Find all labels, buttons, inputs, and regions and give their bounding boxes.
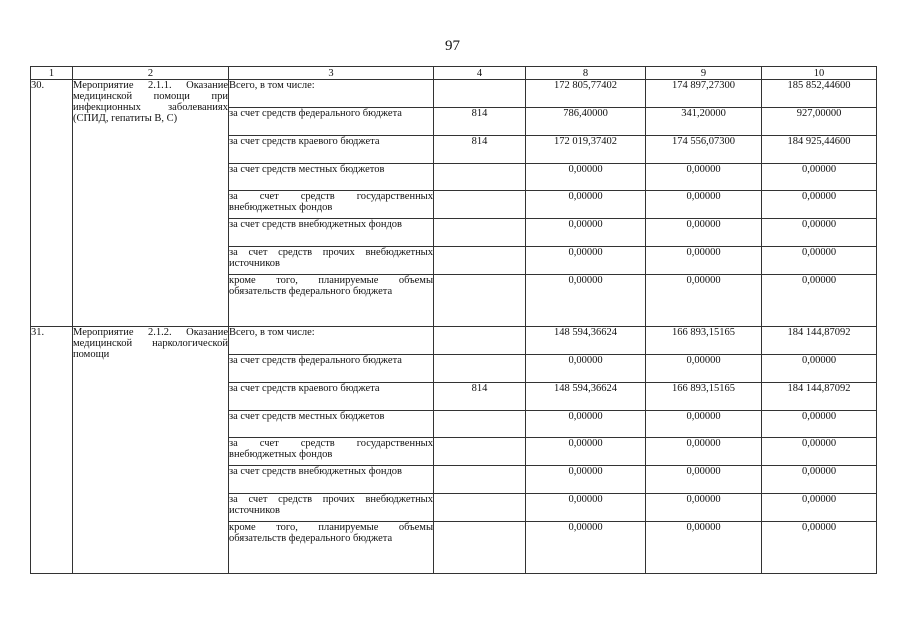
funding-source: за счет средств государственных внебюджетных фондов [229,438,434,466]
funding-source: за счет средств федерального бюджета [229,355,434,383]
budget-code: 814 [434,136,526,164]
value-col-8: 172 805,77402 [526,80,646,108]
value-col-9: 0,00000 [646,164,762,191]
table-row [31,80,877,108]
funding-source: за счет средств прочих внебюджетных источников [229,494,434,522]
value-col-8: 0,00000 [526,164,646,191]
value-col-9: 166 893,15165 [646,327,762,355]
budget-code [434,219,526,247]
value-col-9: 0,00000 [646,275,762,327]
column-header: 2 [73,67,229,80]
value-col-9: 341,20000 [646,108,762,136]
budget-table [30,66,877,574]
value-col-9: 0,00000 [646,438,762,466]
budget-code [434,275,526,327]
value-col-10: 0,00000 [762,355,877,383]
value-col-8: 0,00000 [526,191,646,219]
value-col-10: 185 852,44600 [762,80,877,108]
funding-source: за счет средств местных бюджетов [229,411,434,438]
funding-source: за счет средств прочих внебюджетных источников [229,247,434,275]
value-col-10: 0,00000 [762,494,877,522]
funding-source: Всего, в том числе: [229,327,434,355]
value-col-10: 0,00000 [762,411,877,438]
value-col-10: 0,00000 [762,466,877,494]
value-col-10: 0,00000 [762,438,877,466]
funding-source: за счет средств внебюджетных фондов [229,219,434,247]
value-col-9: 0,00000 [646,355,762,383]
value-col-10: 0,00000 [762,191,877,219]
measure-name: Мероприятие 2.1.1. Оказание медицинской помощи при инфекционных заболеваниях (СПИД, гепатиты В, С) [73,80,229,327]
value-col-10: 0,00000 [762,522,877,574]
value-col-8: 0,00000 [526,275,646,327]
budget-code: 814 [434,383,526,411]
budget-code: 814 [434,108,526,136]
funding-source: кроме того, планируемые объемы обязательств федерального бюджета [229,275,434,327]
funding-source: за счет средств государственных внебюджетных фондов [229,191,434,219]
row-number: 30. [31,80,73,327]
budget-code [434,438,526,466]
budget-code [434,522,526,574]
value-col-10: 0,00000 [762,275,877,327]
budget-code [434,164,526,191]
value-col-8: 0,00000 [526,355,646,383]
value-col-10: 0,00000 [762,164,877,191]
value-col-10: 184 144,87092 [762,327,877,355]
value-col-10: 184 144,87092 [762,383,877,411]
page-number: 97 [445,38,460,54]
budget-code [434,80,526,108]
value-col-8: 786,40000 [526,108,646,136]
value-col-8: 0,00000 [526,411,646,438]
budget-code [434,191,526,219]
table-row [31,327,877,355]
value-col-10: 184 925,44600 [762,136,877,164]
column-header: 10 [762,67,877,80]
value-col-9: 0,00000 [646,219,762,247]
column-header: 4 [434,67,526,80]
budget-code [434,494,526,522]
value-col-8: 0,00000 [526,247,646,275]
value-col-9: 0,00000 [646,411,762,438]
budget-code [434,411,526,438]
funding-source: за счет средств внебюджетных фондов [229,466,434,494]
value-col-8: 0,00000 [526,438,646,466]
value-col-8: 0,00000 [526,219,646,247]
value-col-8: 0,00000 [526,494,646,522]
budget-code [434,466,526,494]
column-header: 8 [526,67,646,80]
value-col-9: 0,00000 [646,522,762,574]
value-col-8: 148 594,36624 [526,383,646,411]
value-col-9: 0,00000 [646,247,762,275]
row-number: 31. [31,327,73,574]
value-col-9: 0,00000 [646,191,762,219]
column-header: 9 [646,67,762,80]
value-col-8: 0,00000 [526,522,646,574]
funding-source: Всего, в том числе: [229,80,434,108]
column-header: 1 [31,67,73,80]
value-col-10: 0,00000 [762,219,877,247]
funding-source: за счет средств федерального бюджета [229,108,434,136]
column-header-row [31,67,877,80]
funding-source: за счет средств краевого бюджета [229,383,434,411]
value-col-10: 0,00000 [762,247,877,275]
budget-code [434,247,526,275]
budget-code [434,355,526,383]
budget-code [434,327,526,355]
value-col-8: 172 019,37402 [526,136,646,164]
value-col-9: 174 556,07300 [646,136,762,164]
funding-source: за счет средств краевого бюджета [229,136,434,164]
value-col-10: 927,00000 [762,108,877,136]
value-col-8: 0,00000 [526,466,646,494]
value-col-8: 148 594,36624 [526,327,646,355]
funding-source: кроме того, планируемые объемы обязательств федерального бюджета [229,522,434,574]
value-col-9: 166 893,15165 [646,383,762,411]
value-col-9: 0,00000 [646,466,762,494]
measure-name: Мероприятие 2.1.2. Оказание медицинской наркологической помощи [73,327,229,574]
column-header: 3 [229,67,434,80]
value-col-9: 0,00000 [646,494,762,522]
value-col-9: 174 897,27300 [646,80,762,108]
funding-source: за счет средств местных бюджетов [229,164,434,191]
